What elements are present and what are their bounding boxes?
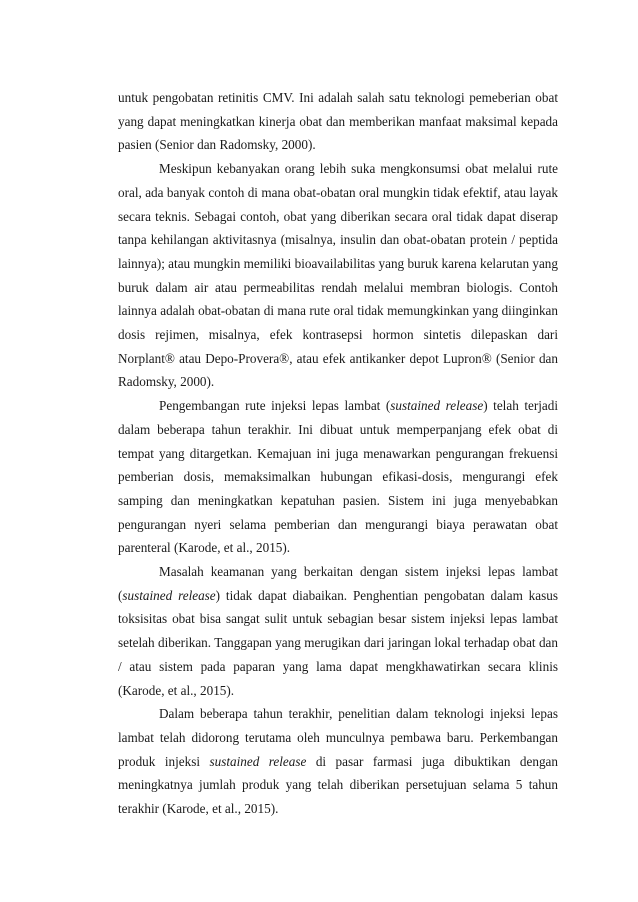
text-run: untuk pengobatan retinitis CMV. Ini adalah salah satu teknologi pemeberian obat yang dapat meningkatkan kinerja obat dan memberikan manfaat maksimal kepada pasien (Senior dan Radomsky, 2000). — [118, 90, 558, 153]
text-run: di pasar farmasi juga dibuktikan dengan meningkatnya jumlah produk yang telah diberikan persetujuan selama 5 tahun terakhir (Karode, et al., 2015). — [118, 753, 558, 817]
document-body — [118, 86, 558, 821]
paragraph — [118, 560, 558, 702]
text-run: Meskipun kebanyakan orang lebih suka mengkonsumsi obat melalui rute oral, ada banyak contoh di mana obat-obatan oral mungkin tidak efektif, atau layak secara teknis. Sebagai contoh, obat yang diberikan secara oral tidak dapat diserap tanpa kehilangan aktivitasnya (misalnya, insulin dan obat-obatan protein / peptida lainnya); atau mungkin memiliki bioavailabilitas yang buruk karena kelarutan yang buruk dalam air atau permeabilitas rendah melalui membran biologis. Contoh lainnya adalah obat-obatan di mana rute oral tidak memungkinkan yang diinginkan dosis rejimen, misalnya, efek kontrasepsi hormon sintetis dilepaskan dari Norplant® atau Depo-Provera®, atau efek antikanker depot Lupron® (Senior dan Radomsky, 2000). — [118, 161, 558, 390]
paragraph — [118, 394, 558, 560]
italic-term: sustained release — [209, 753, 307, 769]
paragraph — [118, 86, 558, 157]
italic-term: sustained release — [122, 587, 216, 603]
text-run: Pengembangan rute injeksi lepas lambat ( — [159, 398, 391, 414]
text-run: Masalah keamanan yang berkaitan dengan sistem injeksi lepas lambat ( — [118, 564, 558, 603]
paragraph — [118, 157, 558, 394]
text-run: Dalam beberapa tahun terakhir, penelitian dalam teknologi injeksi lepas lambat telah didorong terutama oleh munculnya pembawa baru. Perkembangan produk injeksi — [118, 706, 558, 769]
paragraph — [118, 702, 558, 821]
italic-term: sustained release — [390, 398, 484, 414]
text-run: ) telah terjadi dalam beberapa tahun terakhir. Ini dibuat untuk memperpanjang efek obat di tempat yang ditargetkan. Kemajuan ini juga menawarkan pengurangan frekuensi pemberian dosis, memaksimalkan hubungan efikasi-dosis, mengurangi efek samping dan meningkatkan kepatuhan pasien. Sistem ini juga menyebabkan pengurangan nyeri selama pemberian dan mengurangi biaya perawatan obat parenteral (Karode, et al., 2015). — [118, 398, 559, 556]
text-run: ) tidak dapat diabaikan. Penghentian pengobatan dalam kasus toksisitas obat bisa sangat sulit untuk sebagian besar sistem injeksi lepas lambat setelah diberikan. Tanggapan yang merugikan dari jaringan lokal terhadap obat dan / atau sistem pada paparan yang lama dapat mengkhawatirkan secara klinis (Karode, et al., 2015). — [118, 587, 558, 698]
